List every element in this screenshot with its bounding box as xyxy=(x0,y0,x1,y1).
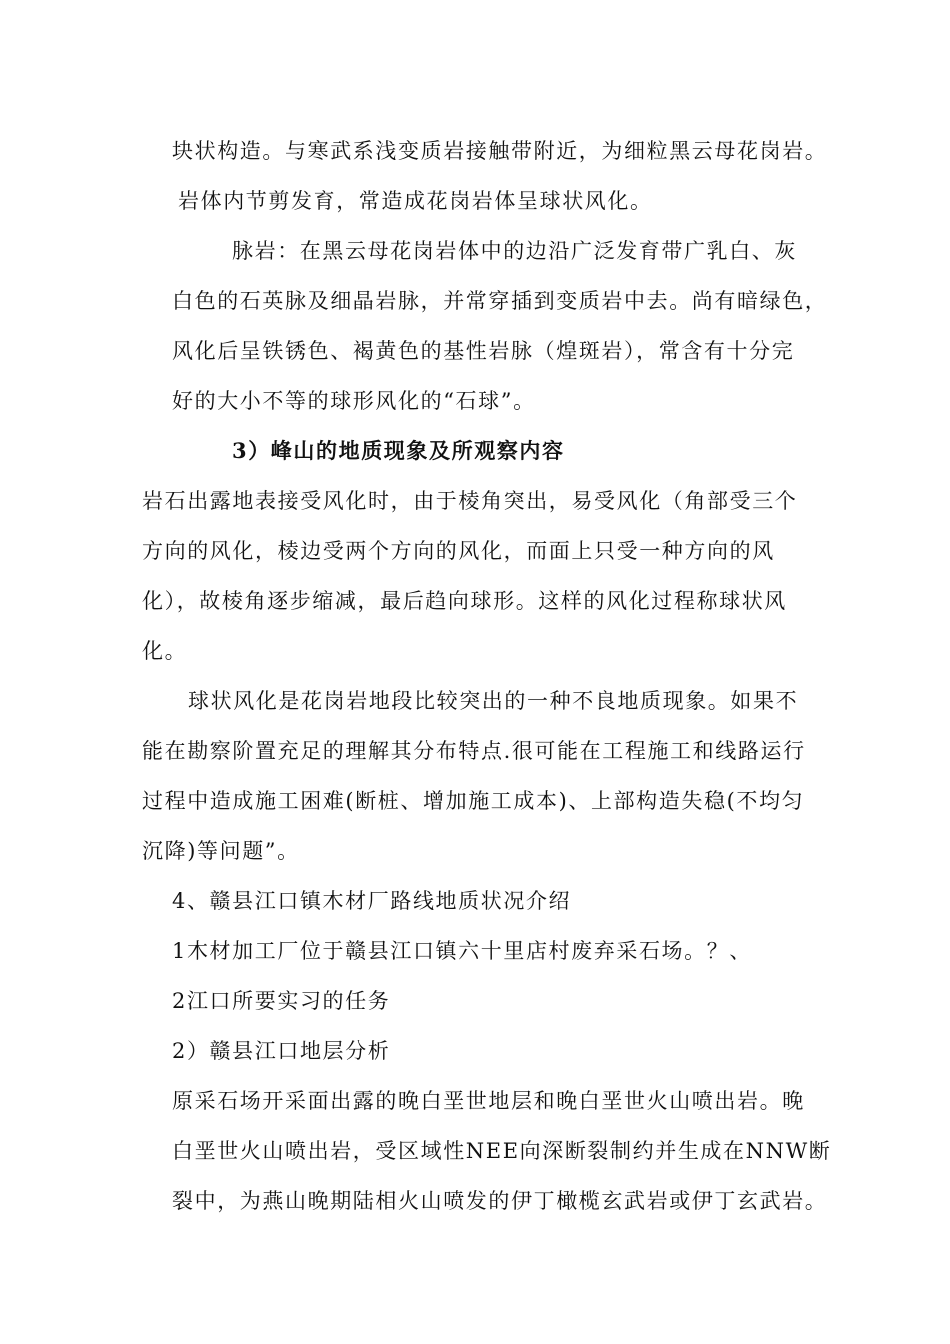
text-line-8: 岩石出露地表接受风化时，由于棱角突出，易受风化（角部受三个 xyxy=(142,489,798,513)
text-line-10: 化），故棱角逐步缩减，最后趋向球形。这样的风化过程称球状风 xyxy=(142,589,787,613)
text-line-4: 白色的石英脉及细晶岩脉，并常穿插到变质岩中去。尚有暗绿色， xyxy=(172,289,828,313)
text-line-20: 原采石场开采面出露的晚白垩世地层和晚白垩世火山喷出岩。晚 xyxy=(172,1089,805,1113)
text-line-15: 沉降)等问题”。 xyxy=(142,839,300,863)
text-line-17: 1木材加工厂位于赣县江口镇六十里店村废弃采石场。？、 xyxy=(172,939,752,963)
text-line-14: 过程中造成施工困难(断桩、增加施工成本)、上部构造失稳(不均匀 xyxy=(142,789,805,813)
section-heading-3: 3）峰山的地质现象及所观察内容 xyxy=(232,438,565,463)
text-line-22: 裂中，为燕山晚期陆相火山喷发的伊丁橄榄玄武岩或伊丁玄武岩。 xyxy=(172,1189,828,1213)
text-line-11: 化。 xyxy=(142,639,188,663)
text-line-19: 2）赣县江口地层分析 xyxy=(172,1039,391,1063)
text-line-18: 2江口所要实习的任务 xyxy=(172,989,391,1013)
text-line-13: 能在勘察阶置充足的理解其分布特点.很可能在工程施工和线路运行 xyxy=(142,739,806,763)
text-line-1: 块状构造。与寒武系浅变质岩接触带附近，为细粒黑云母花岗岩。 xyxy=(172,139,828,163)
text-line-5: 风化后呈铁锈色、褐黄色的基性岩脉（煌斑岩），常含有十分完 xyxy=(172,339,795,363)
text-line-12: 球状风化是花岗岩地段比较突出的一种不良地质现象。如果不 xyxy=(188,689,799,713)
text-line-2: 岩体内节剪发育，常造成花岗岩体呈球状风化。 xyxy=(178,189,653,213)
text-line-9: 方向的风化，棱边受两个方向的风化，而面上只受一种方向的风 xyxy=(142,539,775,563)
text-line-3: 脉岩：在黑云母花岗岩体中的边沿广泛发育带广乳白、灰 xyxy=(232,239,797,263)
text-line-6: 好的大小不等的球形风化的“石球”。 xyxy=(172,389,536,413)
text-line-21: 白垩世火山喷出岩，受区域性NEE向深断裂制约并生成在NNW断 xyxy=(172,1139,832,1163)
section-heading-4: 4、赣县江口镇木材厂路线地质状况介绍 xyxy=(172,889,572,913)
